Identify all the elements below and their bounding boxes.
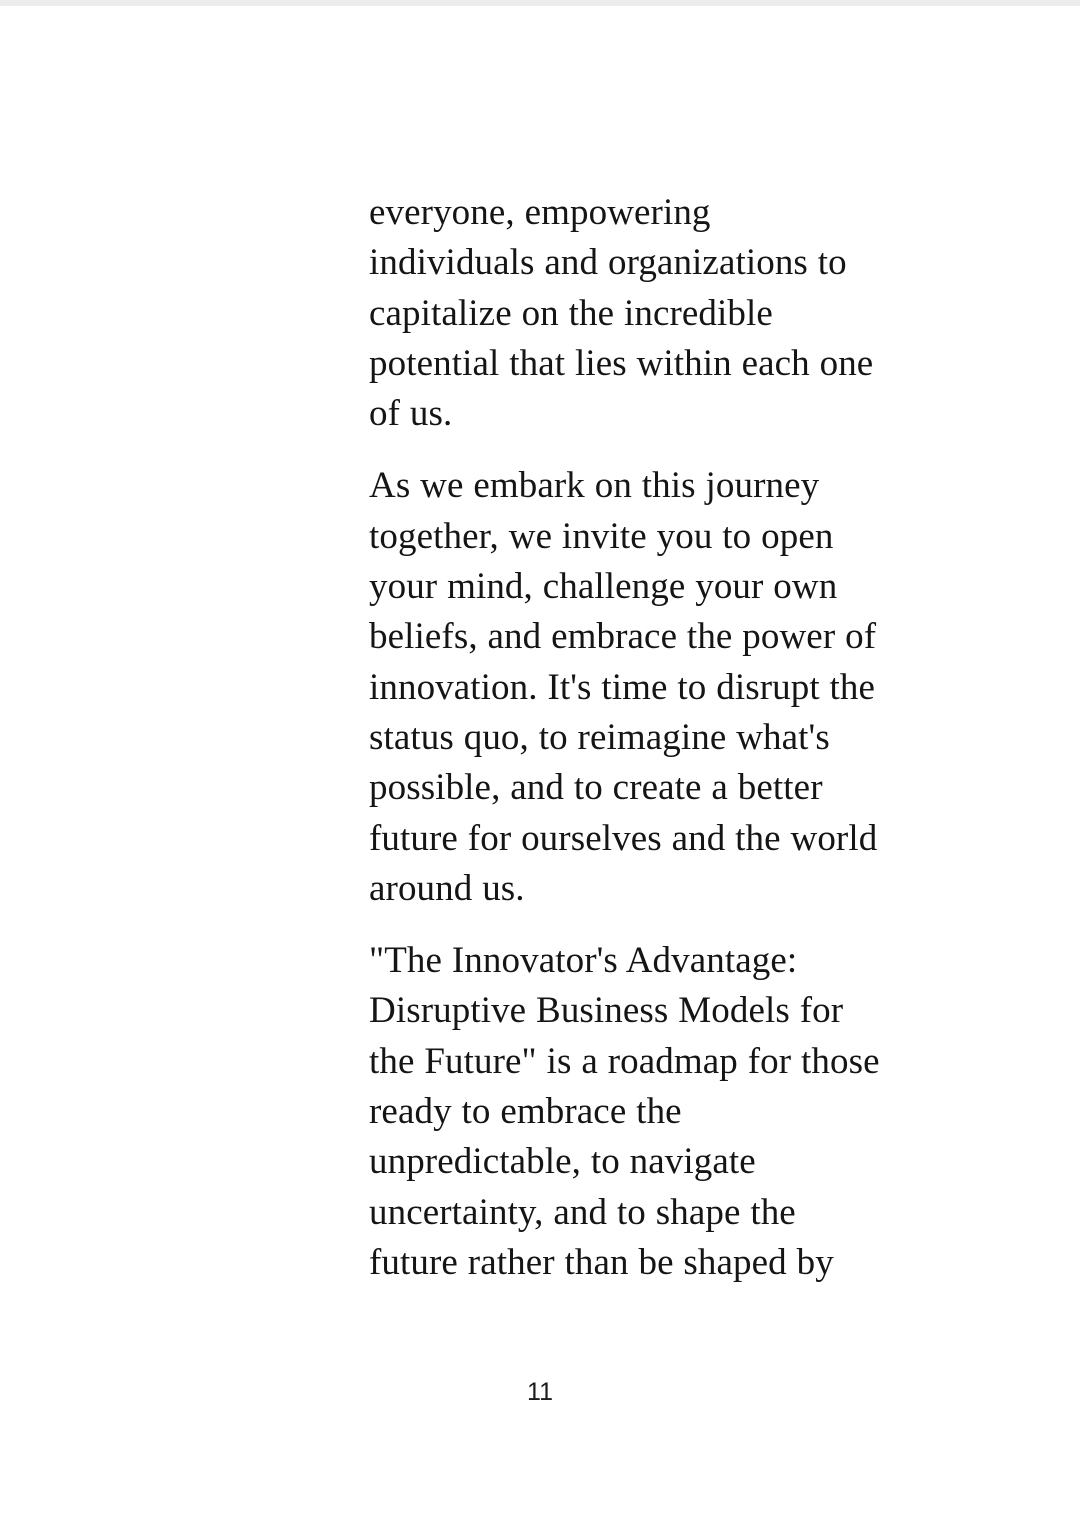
page-number: 11 [527,1378,553,1406]
body-paragraph-continued: everyone, empowering individuals and organizations to capitalize on the incredible potential that lies within each one of us. [369,192,874,435]
book-page [0,6,1080,1529]
body-paragraph-book-title: "The Innovator's Advantage: Disruptive Business Models for the Future" is a roadmap for those ready to embrace the unpredictable, to navigate uncertainty, and to shape the future rather than be shaped by [369,940,880,1283]
page-text-column [369,188,883,1288]
body-paragraph-journey: As we embark on this journey together, we invite you to open your mind, challenge your own beliefs, and embrace the power of innovation. It's time to disrupt the status quo, to reimagine what's possible, and to create a better future for ourselves and the world around us. [369,465,878,909]
